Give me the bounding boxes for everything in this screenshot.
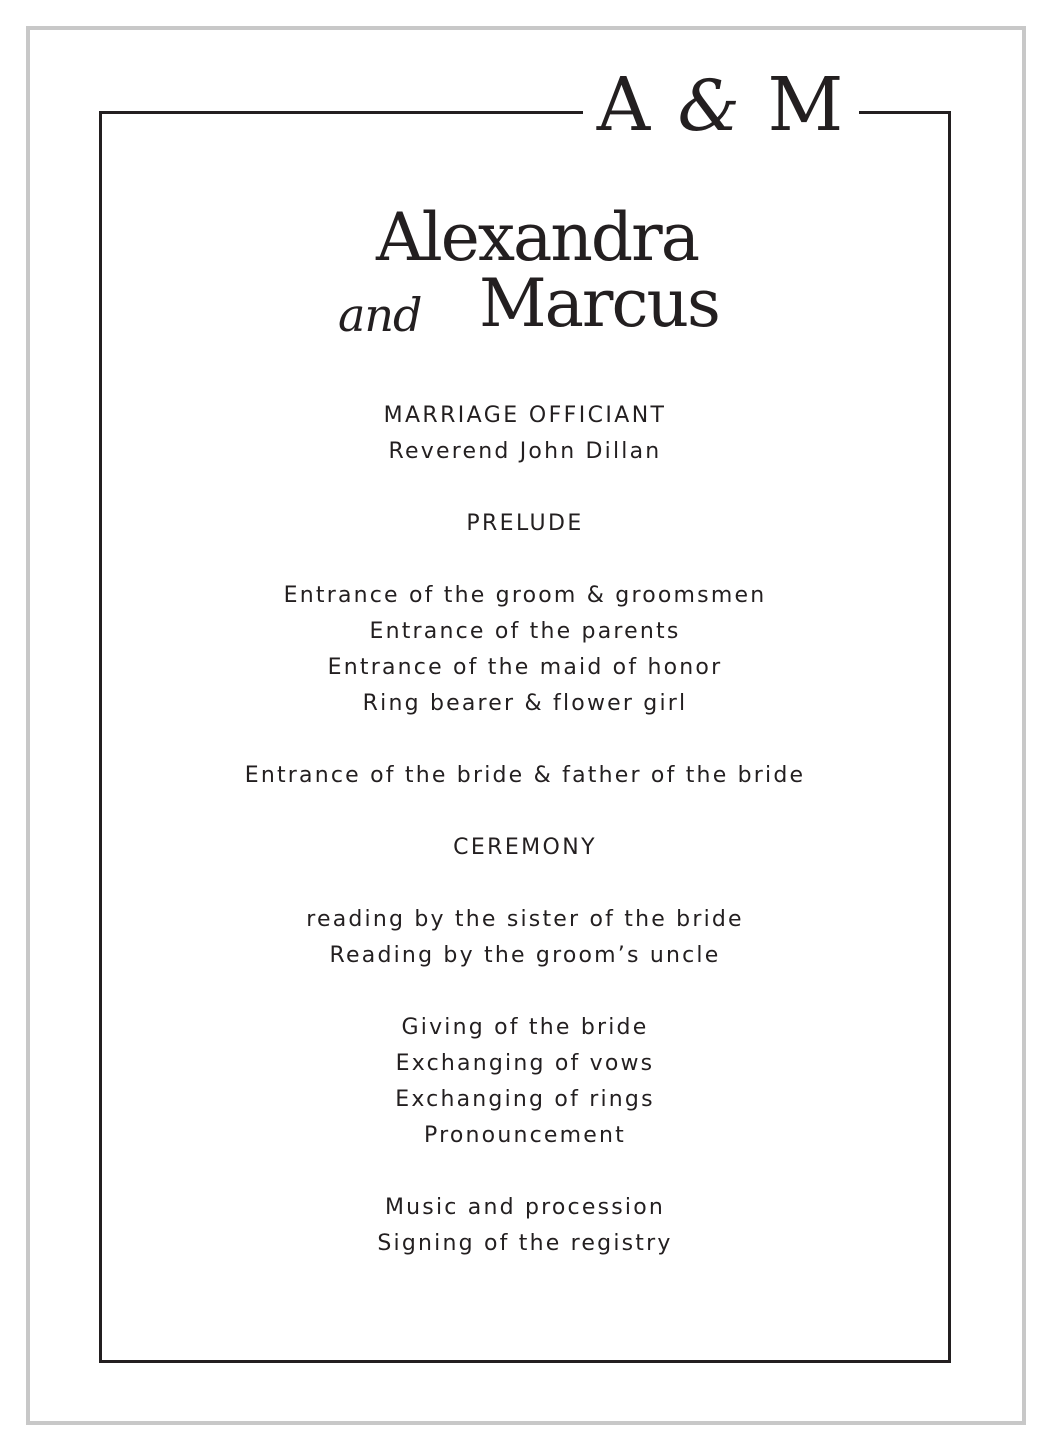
- officiant-heading: MARRIAGE OFFICIANT: [383, 403, 667, 428]
- program-item: Entrance of the parents: [369, 619, 681, 644]
- program-item: Music and procession: [384, 1195, 666, 1220]
- couple-names: [0, 198, 1050, 348]
- spacer: [0, 470, 1050, 506]
- program-item: Entrance of the maid of honor: [327, 655, 723, 680]
- program-item: Exchanging of vows: [395, 1051, 655, 1076]
- spacer: [0, 722, 1050, 758]
- prelude-heading: PRELUDE: [466, 511, 584, 536]
- monogram-left-initial: A: [596, 62, 653, 148]
- second-name: Marcus: [479, 265, 719, 342]
- program-item: Reading by the groom’s uncle: [329, 943, 721, 968]
- program-item: Exchanging of rings: [395, 1087, 655, 1112]
- spacer: [0, 542, 1050, 578]
- monogram-right-initial: M: [767, 62, 846, 148]
- spacer: [0, 974, 1050, 1010]
- monogram: [583, 60, 859, 150]
- program-item: Entrance of the bride & father of the bride: [244, 763, 806, 788]
- program-item: reading by the sister of the bride: [306, 907, 744, 932]
- first-name: Alexandra: [376, 199, 699, 276]
- program-item: Entrance of the groom & groomsmen: [283, 583, 767, 608]
- program-list: [0, 398, 1050, 1262]
- spacer: [0, 1154, 1050, 1190]
- names-joiner: and: [338, 288, 422, 342]
- spacer: [0, 794, 1050, 830]
- program-item: Pronouncement: [424, 1123, 626, 1148]
- monogram-ampersand: &: [677, 65, 742, 147]
- ceremony-heading: CEREMONY: [453, 835, 597, 860]
- officiant-name: Reverend John Dillan: [388, 439, 662, 464]
- program-item: Giving of the bride: [401, 1015, 649, 1040]
- program-item: Ring bearer & flower girl: [362, 691, 688, 716]
- program-item: Signing of the registry: [377, 1231, 673, 1256]
- spacer: [0, 866, 1050, 902]
